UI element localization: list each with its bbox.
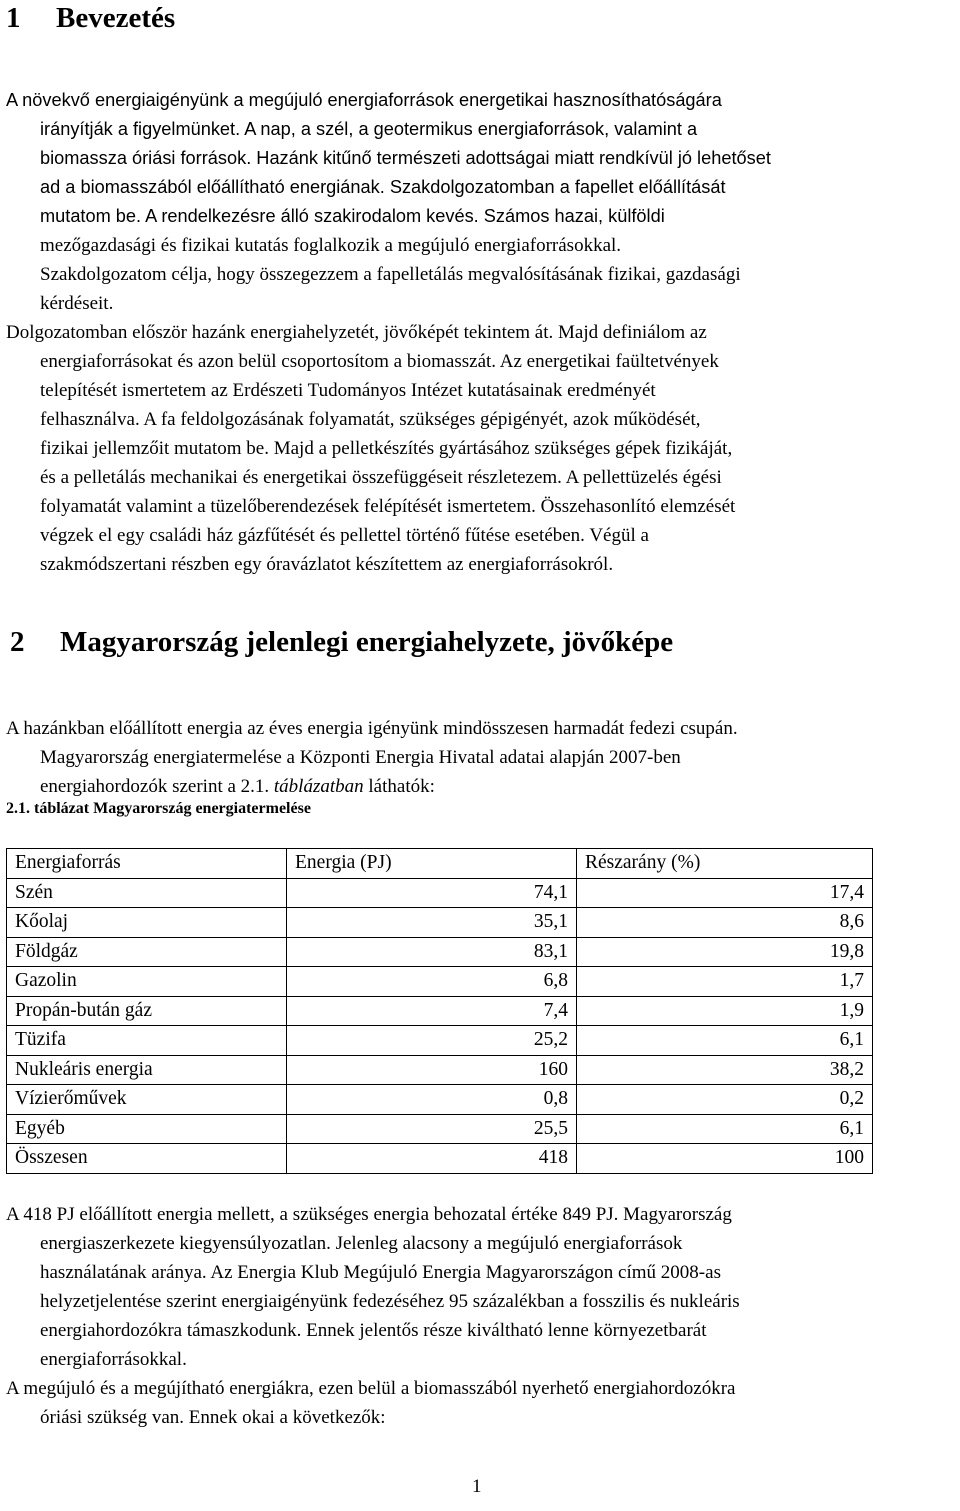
table-row bbox=[7, 1114, 873, 1144]
table-cell: Szén bbox=[7, 878, 287, 908]
table-cell: Gazolin bbox=[7, 967, 287, 997]
after-line-5: energiahordozókra támaszkodunk. Ennek jelentős része kiváltható lenne környezetbarát bbox=[40, 1320, 707, 1341]
after-line-3: használatának aránya. Az Energia Klub Megújuló Energia Magyarországon című 2008-as bbox=[40, 1262, 721, 1283]
table-cell: 25,2 bbox=[287, 1026, 577, 1056]
table-caption: 2.1. táblázat Magyarország energiatermelése bbox=[6, 800, 311, 817]
outline-line-5: fizikai jellemzőit mutatom be. Majd a pelletkészítés gyártásához szükséges gépek fizikáját, bbox=[40, 438, 733, 459]
table-cell: 418 bbox=[287, 1144, 577, 1174]
intro-line-2: irányítják a figyelmünket. A nap, a szél, a geotermikus energiaforrások, valamint a bbox=[40, 119, 698, 139]
intro-line-6: mezőgazdasági és fizikai kutatás foglalkozik a megújuló energiaforrásokkal. bbox=[40, 235, 622, 256]
table-cell: 6,1 bbox=[577, 1026, 873, 1056]
s2-intro-line-3-suffix: láthatók: bbox=[363, 776, 435, 797]
s2-intro-line-3-italic: táblázatban bbox=[273, 776, 364, 797]
table-cell: 6,8 bbox=[287, 967, 577, 997]
table-cell: Földgáz bbox=[7, 937, 287, 967]
outline-line-1: Dolgozatomban először hazánk energiahelyzetét, jövőképét tekintem át. Majd definiálom az bbox=[6, 322, 707, 343]
outline-line-2: energiaforrásokat és azon belül csoportosítom a biomasszát. Az energetikai faültetvények bbox=[40, 351, 719, 372]
table-row bbox=[7, 937, 873, 967]
after-line-7: A megújuló és a megújítható energiákra, ezen belül a biomasszából nyerhető energiahordozókra bbox=[6, 1378, 736, 1399]
after-line-1: A 418 PJ előállított energia mellett, a szükséges energia behozatal értéke 849 PJ. Magyarország bbox=[6, 1204, 732, 1225]
table-cell: 17,4 bbox=[577, 878, 873, 908]
table-row bbox=[7, 996, 873, 1026]
s2-intro-line-1: A hazánkban előállított energia az éves energia igényünk mindösszesen harmadát fedezi csupán. bbox=[6, 718, 738, 739]
after-line-6: energiaforrásokkal. bbox=[40, 1349, 187, 1370]
intro-line-5: mutatom be. A rendelkezésre álló szakirodalom kevés. Számos hazai, külföldi bbox=[40, 206, 665, 226]
table-cell: 7,4 bbox=[287, 996, 577, 1026]
page-number: 1 bbox=[472, 1476, 482, 1497]
table-row bbox=[7, 878, 873, 908]
table-cell: Vízierőművek bbox=[7, 1085, 287, 1115]
table-cell: 1,9 bbox=[577, 996, 873, 1026]
section-1-title: Bevezetés bbox=[56, 2, 176, 34]
intro-line-8: kérdéseit. bbox=[40, 293, 114, 314]
section-2-title: Magyarország jelenlegi energiahelyzete, jövőképe bbox=[60, 626, 674, 658]
after-table-body bbox=[6, 1200, 954, 1432]
section-1-number: 1 bbox=[6, 2, 21, 34]
s2-intro-line-3 bbox=[6, 772, 954, 801]
intro-line-1: A növekvő energiaigényünk a megújuló energiaforrások energetikai hasznosíthatóságára bbox=[6, 90, 722, 110]
after-line-4: helyzetjelentése szerint energiaigényünk fedezéséhez 95 százalékban a fosszilis és nukleáris bbox=[40, 1291, 740, 1312]
outline-line-6: és a pelletálás mechanikai és energetikai összefüggéseit részletezem. A pellettüzelés égési bbox=[40, 467, 722, 488]
table-header-cell: Energiaforrás bbox=[7, 849, 287, 879]
section-2-intro bbox=[6, 714, 954, 801]
outline-line-4: felhasználva. A fa feldolgozásának folyamatát, szükséges gépigényét, azok működését, bbox=[40, 409, 701, 430]
table-row bbox=[7, 967, 873, 997]
table-cell: Tüzifa bbox=[7, 1026, 287, 1056]
after-line-8: óriási szükség van. Ennek okai a következők: bbox=[40, 1407, 386, 1428]
table-header-cell: Energia (PJ) bbox=[287, 849, 577, 879]
table-cell: Egyéb bbox=[7, 1114, 287, 1144]
outline-line-3: telepítését ismertetem az Erdészeti Tudományos Intézet kutatásainak eredményét bbox=[40, 380, 656, 401]
table-cell: 35,1 bbox=[287, 908, 577, 938]
table-header-row bbox=[7, 849, 873, 879]
table-cell: 160 bbox=[287, 1055, 577, 1085]
section-2-number: 2 bbox=[10, 626, 25, 658]
intro-line-4: ad a biomasszából előállítható energiának. Szakdolgozatomban a fapellet előállítását bbox=[40, 177, 726, 197]
table-cell: 0,8 bbox=[287, 1085, 577, 1115]
table-row bbox=[7, 1144, 873, 1174]
table-cell: 74,1 bbox=[287, 878, 577, 908]
s2-intro-line-3-prefix: energiahordozók szerint a 2.1. bbox=[40, 776, 274, 797]
outline-line-8: végzek el egy családi ház gázfűtését és pellettel történő fűtése esetében. Végül a bbox=[40, 525, 649, 546]
table-cell: 38,2 bbox=[577, 1055, 873, 1085]
table-cell: Nukleáris energia bbox=[7, 1055, 287, 1085]
after-line-2: energiaszerkezete kiegyensúlyozatlan. Jelenleg alacsony a megújuló energiaforrások bbox=[40, 1233, 683, 1254]
s2-intro-line-2: Magyarország energiatermelése a Központi Energia Hivatal adatai alapján 2007-ben bbox=[40, 747, 681, 768]
intro-line-7: Szakdolgozatom célja, hogy összegezzem a fapelletálás megvalósításának fizikai, gazdasági bbox=[40, 264, 741, 285]
section-1-body bbox=[6, 86, 954, 579]
table-cell: Propán-bután gáz bbox=[7, 996, 287, 1026]
table-cell: 1,7 bbox=[577, 967, 873, 997]
outline-line-9: szakmódszertani részben egy óravázlatot készítettem az energiaforrásokról. bbox=[40, 554, 614, 575]
table-row bbox=[7, 1026, 873, 1056]
table-row bbox=[7, 1055, 873, 1085]
table-row bbox=[7, 908, 873, 938]
table-cell: 6,1 bbox=[577, 1114, 873, 1144]
table-cell: Kőolaj bbox=[7, 908, 287, 938]
table-header-cell: Részarány (%) bbox=[577, 849, 873, 879]
table-row bbox=[7, 1085, 873, 1115]
intro-line-3: biomassza óriási források. Hazánk kitűnő természeti adottságai miatt rendkívül jó lehetőset bbox=[40, 148, 771, 168]
table-cell: Összesen bbox=[7, 1144, 287, 1174]
table-cell: 19,8 bbox=[577, 937, 873, 967]
section-1-heading bbox=[6, 0, 175, 36]
table-cell: 25,5 bbox=[287, 1114, 577, 1144]
table-cell: 100 bbox=[577, 1144, 873, 1174]
table-cell: 8,6 bbox=[577, 908, 873, 938]
table-cell: 0,2 bbox=[577, 1085, 873, 1115]
energy-production-table bbox=[6, 848, 873, 1174]
section-2-heading bbox=[10, 624, 673, 660]
table-cell: 83,1 bbox=[287, 937, 577, 967]
outline-line-7: folyamatát valamint a tüzelőberendezések felépítését ismertetem. Összehasonlító elemzését bbox=[40, 496, 736, 517]
